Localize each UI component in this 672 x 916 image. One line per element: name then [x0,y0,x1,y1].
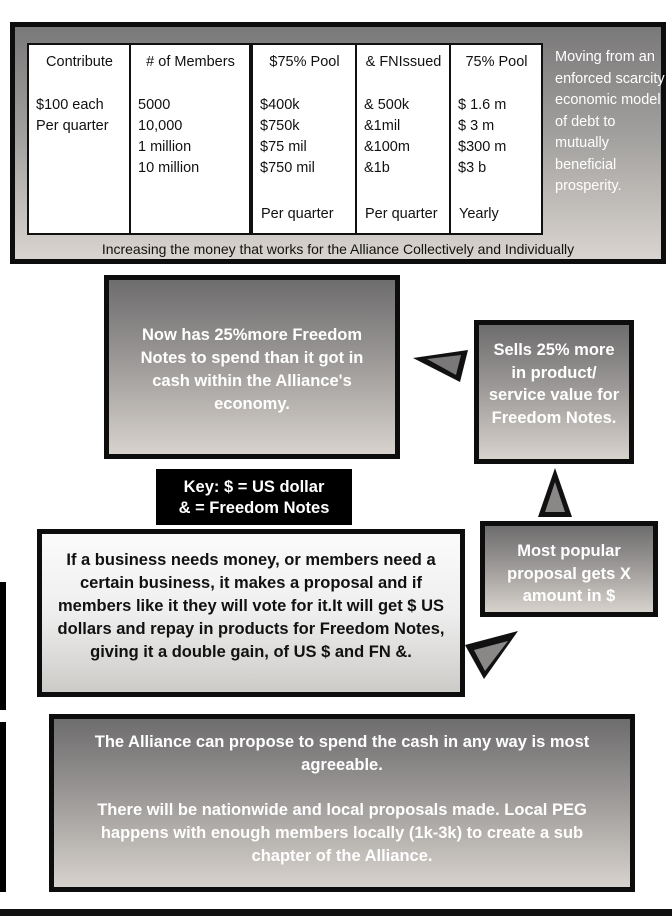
box-text: Most popular proposal gets X amount in $ [507,542,631,605]
cell: $ 3 m [458,118,495,134]
table-footer: Increasing the money that works for the Alliance Collectively and Individually [101,241,575,257]
cell: 5000 [138,97,171,113]
alliance-paragraph-1: The Alliance can propose to spend the cash in any way is most agreeable. [94,733,590,774]
cell: $100 each [36,97,104,113]
period-label: Yearly [459,206,499,222]
column-header: # of Members [146,54,235,70]
cell: $750 mil [260,160,315,176]
column-members [129,43,251,235]
box-text: If a business needs money, or members need a certain business, it makes a proposal and if members like it they will vote for it.It will get $ US dollars and repay in products for Freedom Notes, giving it a double gain, of US $ and FN &. [57,551,445,661]
cell: 10,000 [138,118,183,134]
cell: $75 mil [260,139,307,155]
period-label: Per quarter [261,206,334,222]
side-note: Moving from an enforced scarcity economic model of debt to mutually beneficial prosperity. [555,49,665,194]
column-header: Contribute [46,54,113,70]
key-legend [156,469,352,525]
alliance-paragraph-2: There will be nationwide and local proposals made. Local PEG happens with enough members locally (1k-3k) to create a sub chapter of the Alliance. [97,801,587,865]
column-yearly-pool [449,43,543,235]
edge-mark [0,582,6,710]
arrow-left-icon [410,344,472,386]
box-text: Sells 25% more in product/ service value for Freedom Notes. [488,341,620,427]
column-header: $75% Pool [269,54,340,70]
key-dollar: Key: $ = US dollar [183,478,325,496]
arrow-down-left-icon [462,628,520,682]
cell: &1mil [364,118,401,134]
column-header: & FNIssued [365,54,442,70]
cell: $3 b [458,160,487,176]
cell: 1 million [138,139,192,155]
cell: $300 m [458,139,507,155]
cell: 10 million [138,160,200,176]
key-freedom-notes: & = Freedom Notes [178,499,330,517]
period-label: Per quarter [365,206,438,222]
cell: $400k [260,97,300,113]
cell: $ 1.6 m [458,97,507,113]
cell: &100m [364,139,410,155]
bottom-bar [0,909,672,916]
cell: & 500k [364,97,410,113]
cell: &1b [364,160,390,176]
column-fn-issued [355,43,451,235]
column-header: 75% Pool [465,54,528,70]
box-most-popular [480,521,658,617]
arrow-up-icon [535,466,575,520]
box-proposal [37,529,465,697]
summary-table-panel [10,22,666,264]
column-contribute [27,43,131,235]
box-sells-more [474,320,634,464]
edge-mark [0,722,6,892]
box-text: Now has 25%more Freedom Notes to spend than it got in cash within the Alliance's economy. [140,326,364,413]
column-pool-75 [251,43,357,235]
cell: Per quarter [36,118,109,134]
cell: $750k [260,118,300,134]
box-more-freedom-notes [104,275,400,459]
box-alliance [49,714,635,892]
